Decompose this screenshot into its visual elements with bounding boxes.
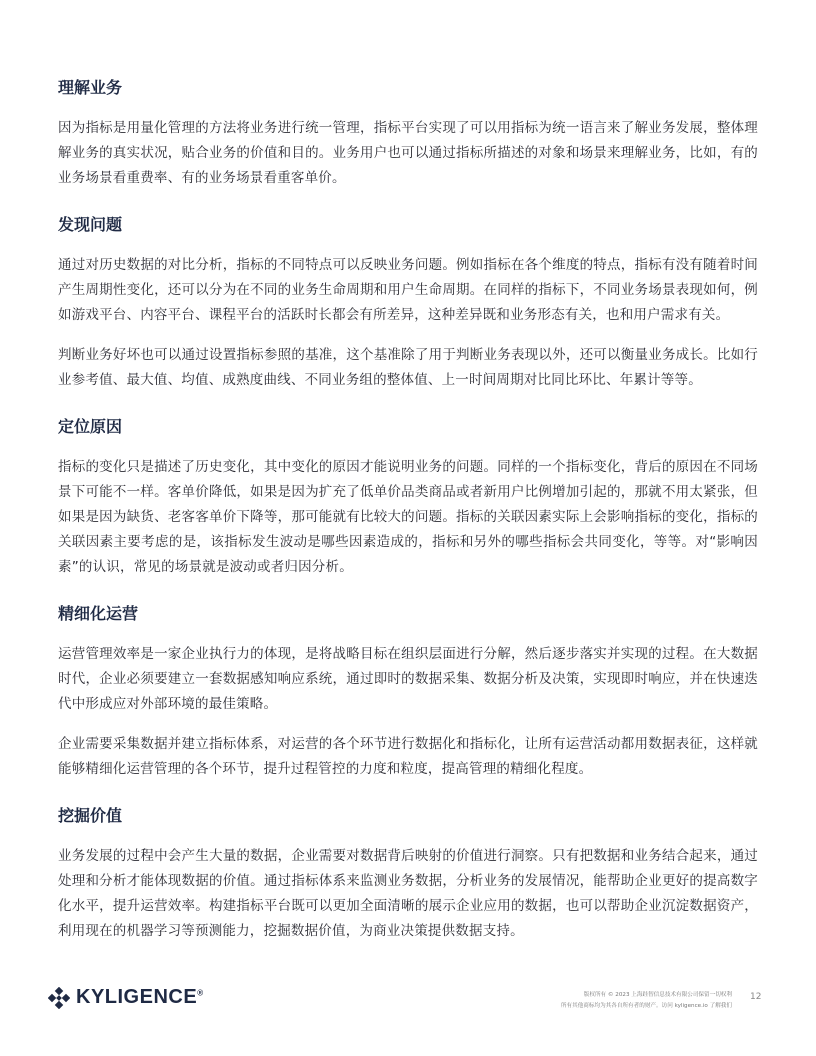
section-heading: 精细化运营 xyxy=(58,604,139,623)
section-mine-value xyxy=(58,806,758,944)
kyligence-logo-icon xyxy=(48,987,70,1009)
section-heading: 理解业务 xyxy=(58,78,123,97)
copyright-line: 版权所有 © 2023 上海跬智信息技术有限公司保留一切权利 xyxy=(583,992,732,998)
section-paragraph: 业务发展的过程中会产生大量的数据，企业需要对数据背后映射的价值进行洞察。只有把数据和业务结合起来，通过处理和分析才能体现数据的价值。通过指标体系来监测业务数据，分析业务的发展情况，能帮助企业更好的提高数字化水平，提升运营效率。构建指标平台既可以更加全面清晰的展示企业应用的数据，也可以帮助企业沉淀数据资产，利用现在的机器学习等预测能力，挖掘数据价值，为商业决策提供数据支持。 xyxy=(58,848,758,939)
section-understand-business xyxy=(58,78,758,191)
section-paragraph: 通过对历史数据的对比分析，指标的不同特点可以反映业务问题。例如指标在各个维度的特点，指标有没有随着时间产生周期性变化，还可以分为在不同的业务生命周期和用户生命周期。在同样的指标下，不同业务场景表现如何，例如游戏平台、内容平台、课程平台的活跃时长都会有所差异，这种差异既和业务形态有关，也和用户需求有关。 xyxy=(58,257,758,323)
section-refined-operations xyxy=(58,604,758,782)
section-heading: 定位原因 xyxy=(58,417,123,436)
logo-wordmark: KYLIGENCE® xyxy=(76,986,204,1008)
copyright-line: 所有其他商标均为其各自所有者的财产。访问 kyligence.io 了解我们 xyxy=(560,1003,732,1009)
document-body xyxy=(58,78,758,959)
section-heading: 发现问题 xyxy=(58,215,123,234)
section-paragraph: 运营管理效率是一家企业执行力的体现，是将战略目标在组织层面进行分解，然后逐步落实并实现的过程。在大数据时代，企业必须要建立一套数据感知响应系统，通过即时的数据采集、数据分析及决策，实现即时响应，并在快速迭代中形成应对外部环境的最佳策略。 xyxy=(58,646,758,712)
section-paragraph: 判断业务好坏也可以通过设置指标参照的基准，这个基准除了用于判断业务表现以外，还可以衡量业务成长。比如行业参考值、最大值、均值、成熟度曲线、不同业务组的整体值、上一时间周期对比同比环比、年累计等等。 xyxy=(58,347,758,388)
page-number: 12 xyxy=(750,992,762,1002)
section-paragraph: 因为指标是用量化管理的方法将业务进行统一管理，指标平台实现了可以用指标为统一语言来了解业务发展，整体理解业务的真实状况，贴合业务的价值和目的。业务用户也可以通过指标所描述的对象和场景来理解业务，比如，有的业务场景看重费率、有的业务场景看重客单价。 xyxy=(58,120,758,186)
section-heading: 挖掘价值 xyxy=(58,806,123,825)
section-paragraph: 企业需要采集数据并建立指标体系，对运营的各个环节进行数据化和指标化，让所有运营活动都用数据表征，这样就能够精细化运营管理的各个环节，提升过程管控的力度和粒度，提高管理的精细化程度。 xyxy=(58,736,758,777)
copyright-notice xyxy=(520,990,732,1012)
kyligence-logo xyxy=(48,986,204,1009)
section-discover-problems xyxy=(58,215,758,393)
section-locate-causes xyxy=(58,417,758,580)
section-paragraph: 指标的变化只是描述了历史变化，其中变化的原因才能说明业务的问题。同样的一个指标变化，背后的原因在不同场景下可能不一样。客单价降低，如果是因为扩充了低单价品类商品或者新用户比例增加引起的，那就不用太紧张，但如果是因为缺货、老客客单价下降等，那可能就有比较大的问题。指标的关联因素实际上会影响指标的变化，指标的关联因素主要考虑的是，该指标发生波动是哪些因素造成的，指标和另外的哪些指标会共同变化，等等。对“影响因素”的认识，常见的场景就是波动或者归因分析。 xyxy=(58,459,758,575)
